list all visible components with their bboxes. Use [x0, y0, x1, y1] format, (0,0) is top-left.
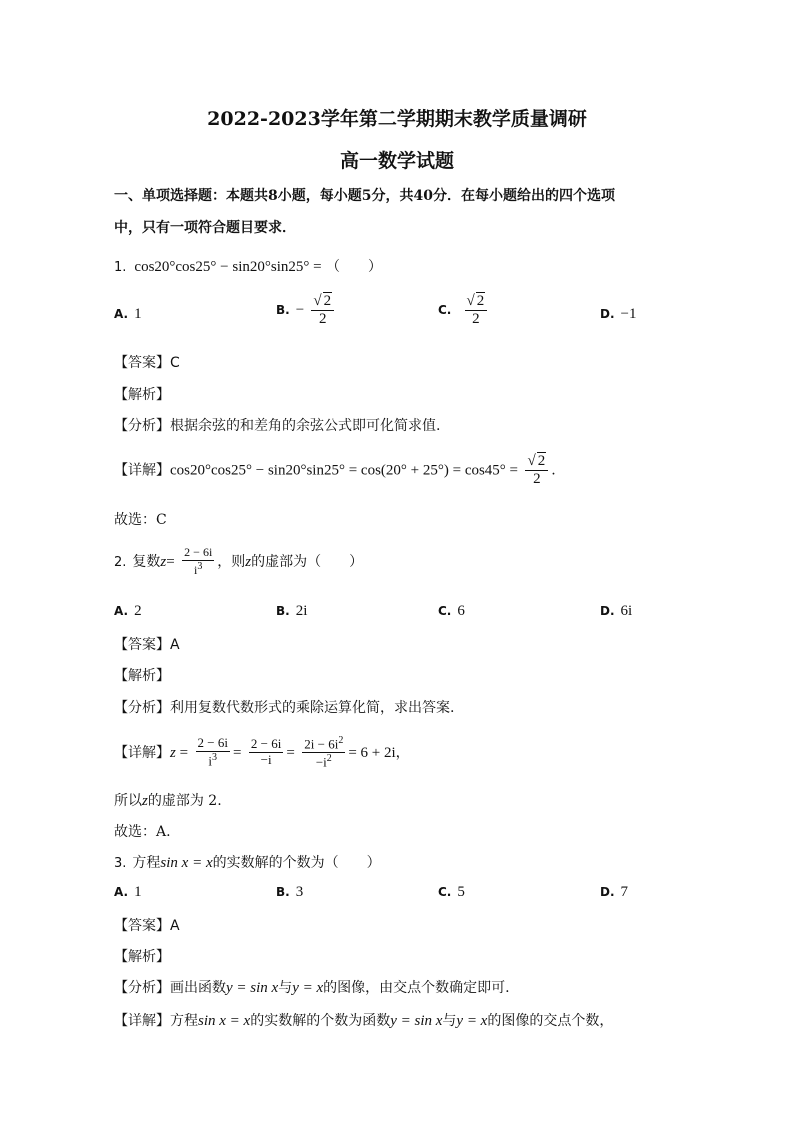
q3-option-b: B. 3 [276, 884, 304, 900]
fraction: $\frac{2 - 6i}{i^3}$ [184, 545, 213, 577]
document-title: 2022-2023学年第二学期期末教学质量调研 [207, 108, 587, 130]
q3-analysis-tag: 【解析】 [114, 949, 170, 965]
q1-fenxi: 【分析】根据余弦的和差角的余弦公式即可化简求值. [114, 418, 441, 434]
q3-option-c: C. 5 [438, 884, 465, 900]
q1-option-c: C. $\frac{√ 2}{2}$ [438, 292, 490, 329]
q3-option-a: A. 1 [114, 884, 142, 900]
q3-answer: 【答案】A [114, 918, 180, 934]
question-1 [114, 256, 382, 276]
q2-choose: 故选：A. [114, 824, 171, 840]
question-2: 2. 复数z= $\frac{2 - 6i}{i^3}$ ，则z的虚部为（ ） [114, 545, 364, 577]
q3-detail: 【详解】方程sin x = x的实数解的个数为函数y = sin x与y = x的图像的交点个数， [114, 1013, 614, 1029]
q2-analysis-tag: 【解析】 [114, 668, 170, 684]
question-1-expression: cos20°cos25° − sin20°sin25° = [134, 259, 322, 275]
q1-choose: 故选：C [114, 512, 167, 528]
q1-answer: 【答案】C [114, 355, 180, 371]
section-heading-line2: 中，只有一项符合题目要求． [114, 220, 296, 236]
q1-analysis-tag: 【解析】 [114, 387, 170, 403]
q2-answer: 【答案】A [114, 637, 180, 653]
fraction: $\frac{2 - 6i}{i^3}$ [197, 735, 228, 769]
answer-blank: （ ） [326, 259, 383, 275]
q1-option-a: A. 1 [114, 306, 142, 322]
section-heading-line1: 一、单项选择题：本题共8小题，每小题5分，共40分．在每小题给出的四个选项 [114, 188, 615, 204]
q2-fenxi: 【分析】利用复数代数形式的乘除运算化简，求出答案. [114, 700, 455, 716]
document-subtitle: 高一数学试题 [339, 150, 454, 172]
q2-option-b: B. 2i [276, 603, 308, 619]
question-3: 3. 方程sin x = x的实数解的个数为（ ） [114, 855, 381, 871]
q1-option-b: B. − $\frac{√ 2}{2}$ [276, 292, 337, 329]
q3-fenxi: 【分析】画出函数y = sin x与y = x的图像，由交点个数确定即可. [114, 980, 510, 996]
q1-option-d: D. −1 [600, 306, 637, 322]
q2-detail: 【详解】z = $\frac{2 - 6i}{i^3}$ = $\frac{2 - 6i}{-i}$ = $\frac{2i - 6i^2}{-i^2}$ = 6 + 2i， [114, 735, 410, 770]
q3-option-d: D. 7 [600, 884, 629, 900]
q2-option-a: A. 2 [114, 603, 142, 619]
q1-detail: 【详解】cos20°cos25° − sin20°sin25° = cos(20° + 25°) = cos45° = $\frac{√ 2}{2}$ . [114, 453, 556, 488]
question-number: 1. [114, 260, 127, 275]
fraction: $\frac{√ 2}{2}$ [311, 292, 334, 329]
fraction: $\frac{√ 2}{2}$ [465, 292, 488, 329]
fraction: $\frac{2 - 6i}{-i}$ [250, 736, 282, 768]
q2-option-c: C. 6 [438, 603, 465, 619]
q2-option-d: D. 6i [600, 603, 633, 619]
q2-conclusion: 所以z的虚部为 2. [114, 793, 222, 809]
fraction: $\frac{2i - 6i^2}{-i^2}$ [304, 735, 344, 770]
fraction: $\frac{√ 2}{2}$ [525, 452, 548, 489]
